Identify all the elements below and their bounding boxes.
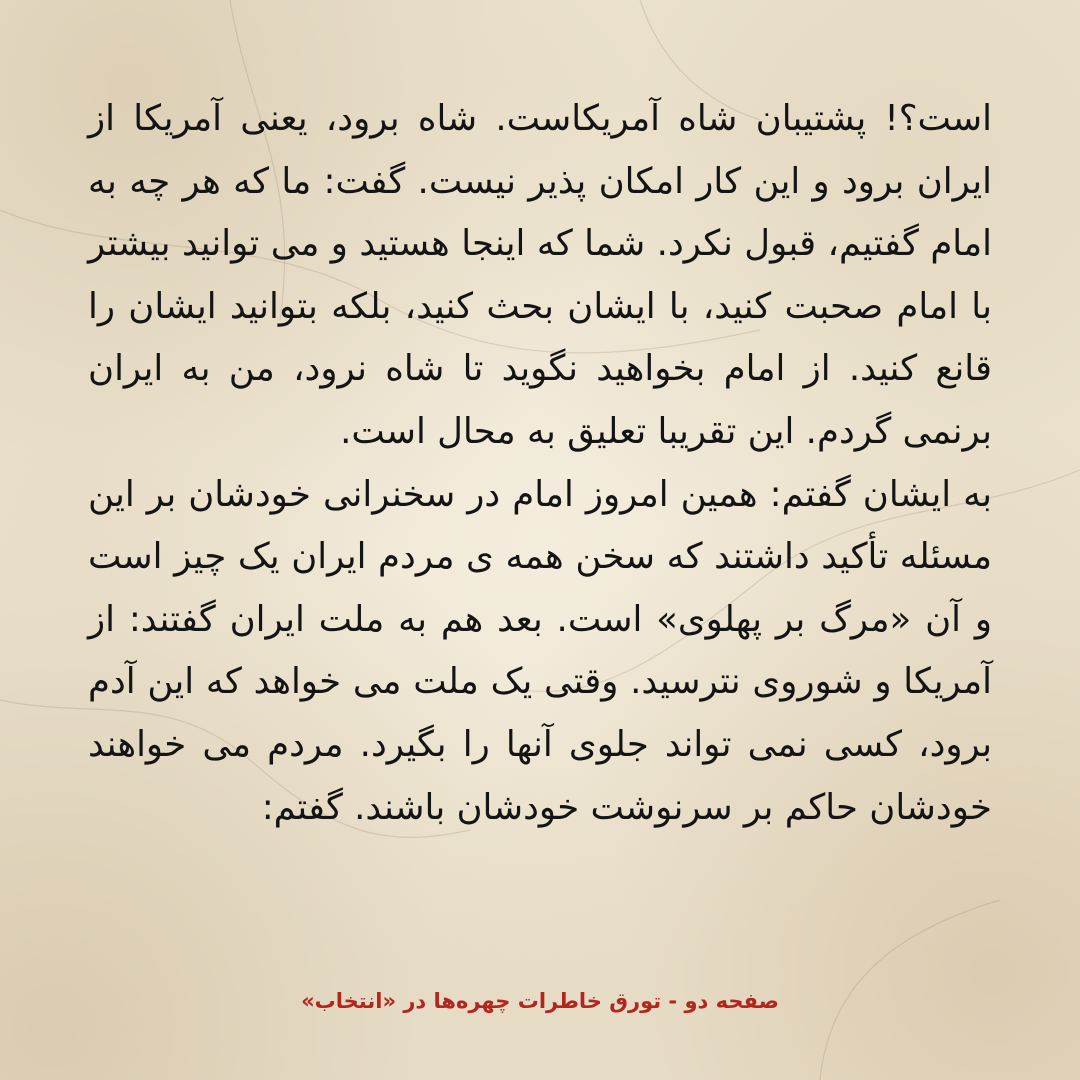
source-caption: صفحه دو - تورق خاطرات چهره‌ها در «انتخاب»	[301, 989, 779, 1013]
memoir-paragraph-1: است؟! پشتیبان شاه آمریکاست. شاه برود، یعنی آمریکا از ایران برود و این کار امکان پذیر نیست. گفت: ما که هر چه به امام گفتیم، قبول نکرد. شما که اینجا هستید و می توانید بیشتر با امام صحبت کنید، با ایشان بحث کنید، بلکه بتوانید ایشان را قانع کنید. از امام بخواهید نگوید تا شاه نرود، من به ایران برنمی گردم. این تقریبا تعلیق به محال است.	[88, 98, 992, 452]
memoir-paragraph-2: به ایشان گفتم: همین امروز امام در سخنرانی خودشان بر این مسئله تأکید داشتند که سخن همه ی مردم ایران یک چیز است و آن «مرگ بر پهلوی» است. بعد هم به ملت ایران گفتند: از آمریکا و شوروی نترسید. وقتی یک ملت می خواهد که این آدم برود، کسی نمی تواند جلوی آنها را بگیرد. مردم می خواهند خودشان حاکم بر سرنوشت خودشان باشند. گفتم:	[88, 473, 992, 828]
memoir-text-block	[88, 88, 992, 839]
